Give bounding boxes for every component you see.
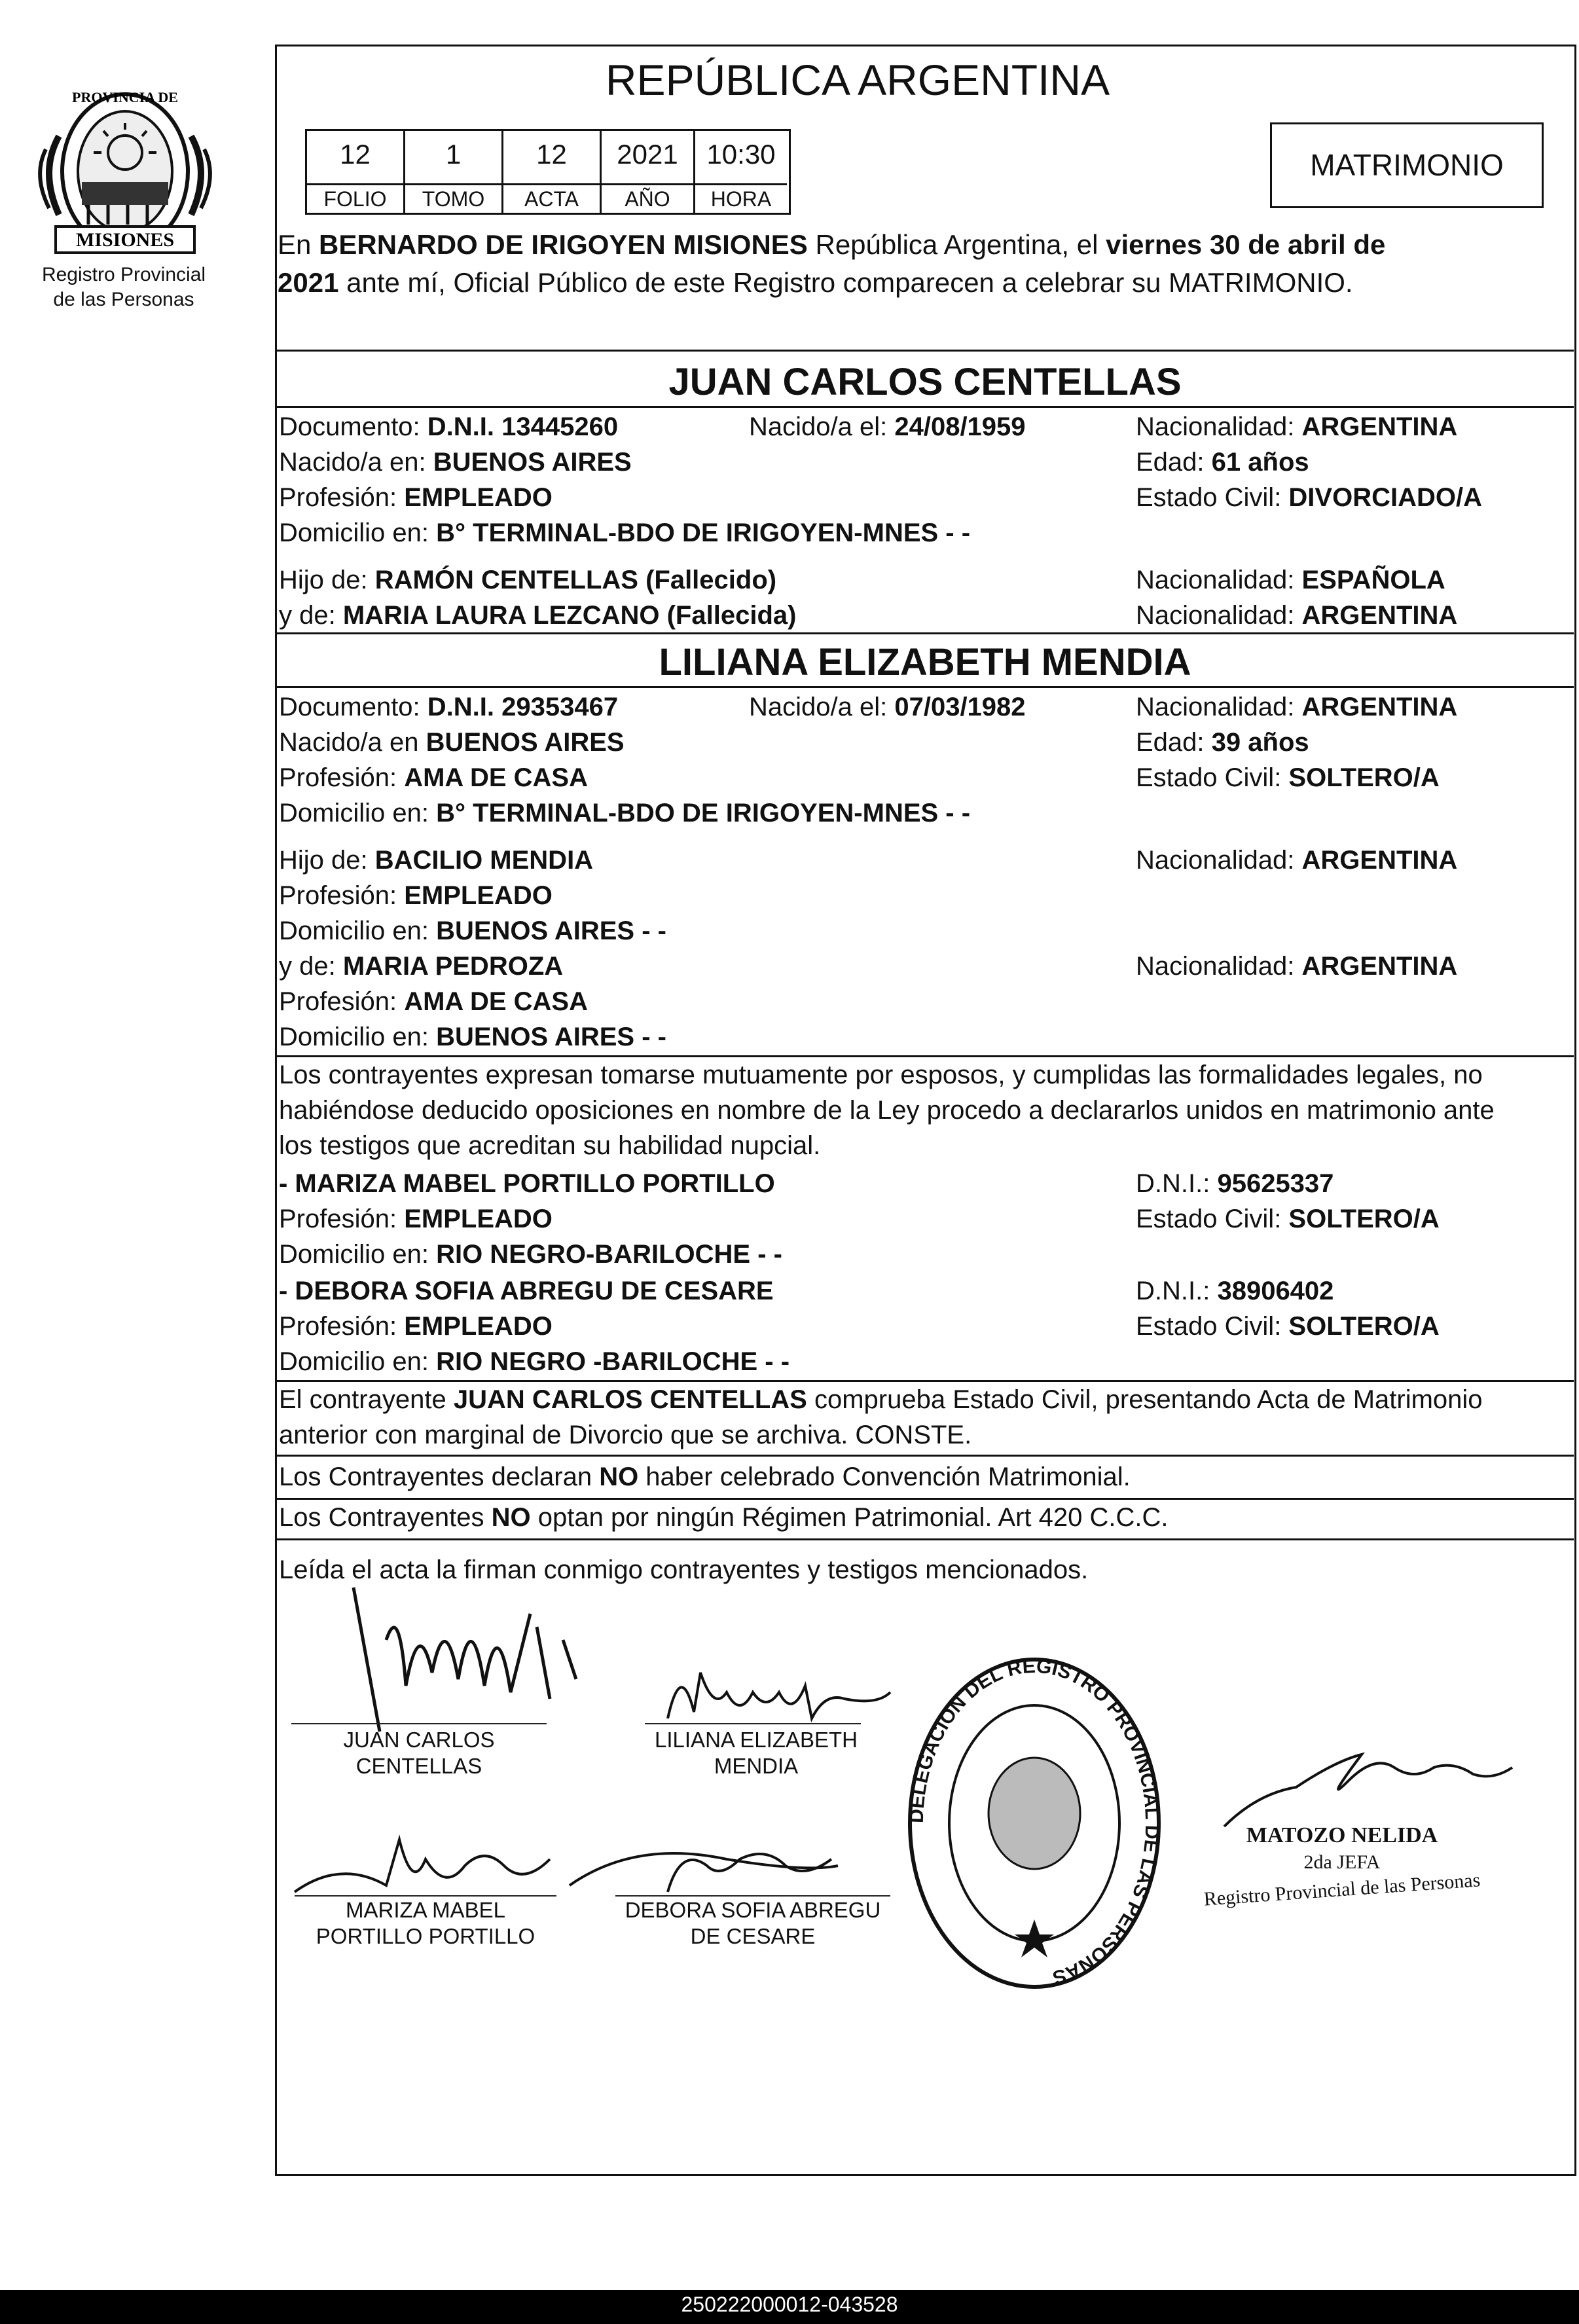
groom-mother: y de: MARIA LAURA LEZCANO (Fallecida) (279, 601, 797, 630)
groom-address: Domicilio en: B° TERMINAL-BDO DE IRIGOYEN-MNES - - (279, 518, 971, 547)
groom-nationality: Nacionalidad: ARGENTINA (1136, 412, 1458, 441)
bride-sig-caption-1: LILIANA ELIZABETH (655, 1728, 858, 1752)
official-role: 2da JEFA (1303, 1851, 1381, 1873)
bride-mother-profession: Profesión: AMA DE CASA (279, 987, 588, 1016)
bride-mother: y de: MARIA PEDROZA (279, 952, 564, 981)
divider (276, 1455, 1574, 1457)
tomo-label: TOMO (405, 183, 501, 213)
bride-document: Documento: D.N.I. 29353467 (279, 693, 619, 721)
folio-value: 12 (340, 139, 371, 170)
groom-document: Documento: D.N.I. 13445260 (279, 412, 619, 441)
groom-sig-caption-2: CENTELLAS (355, 1754, 482, 1778)
ceremony-year: 2021 (278, 267, 339, 298)
declaration-line-2: habiéndose deducido oposiciones en nombre de la Ley procedo a declararlos unidos en matrimonio ante (279, 1096, 1495, 1125)
witness-1-sig-caption-2: PORTILLO PORTILLO (316, 1924, 535, 1948)
declaration-line-1: Los contrayentes expresan tomarse mutuamente por esposos, y cumplidas las formalidades legales, no (279, 1061, 1483, 1089)
civil-status-note-line-2: anterior con marginal de Divorcio que se archiva. CONSTE. (279, 1421, 972, 1449)
official-organization: Registro Provincial de las Personas (1203, 1869, 1481, 1910)
hora-cell (695, 131, 787, 213)
folio-label: FOLIO (307, 183, 403, 213)
act-type-box: MATRIMONIO (1270, 122, 1544, 208)
bride-age: Edad: 39 años (1136, 728, 1309, 757)
bride-sig-caption-2: MENDIA (714, 1754, 799, 1778)
witness-1-signature (288, 1820, 563, 1905)
divider (276, 686, 1574, 688)
seal-text: DELEGACION DEL REGISTRO PROVINCIAL DE LAS PERSONAS (905, 1655, 1163, 1989)
bride-mother-address: Domicilio en: BUENOS AIRES - - (279, 1023, 666, 1051)
intro-line-2: 2021 ante mí, Oficial Público de este Registro comparecen a celebrar su MATRIMONIO. (278, 267, 1353, 298)
reference-table (305, 129, 791, 215)
divider (276, 632, 1574, 634)
registry-caption-line1: Registro Provincial (41, 264, 206, 285)
divider (276, 1055, 1574, 1057)
acta-label: ACTA (503, 183, 600, 213)
bride-signature-line (645, 1723, 861, 1724)
witness-1-address: Domicilio en: RIO NEGRO-BARILOCHE - - (279, 1240, 782, 1269)
registry-caption-line2: de las Personas (53, 289, 194, 310)
witness-2-profession: Profesión: EMPLEADO (279, 1312, 553, 1341)
divider (276, 1380, 1574, 1382)
document-code: 250222000012-043528 (681, 2293, 898, 2316)
acta-cell (503, 131, 602, 213)
witness-2-civil-status: Estado Civil: SOLTERO/A (1136, 1312, 1440, 1341)
official-name: MATOZO NELIDA (1246, 1823, 1438, 1847)
bride-father: Hijo de: BACILIO MENDIA (279, 846, 594, 875)
witness-1-signature-line (295, 1895, 556, 1897)
groom-mother-nationality: Nacionalidad: ARGENTINA (1136, 601, 1458, 630)
witness-2-signature (556, 1807, 858, 1905)
bride-nationality: Nacionalidad: ARGENTINA (1136, 693, 1458, 721)
country-title: REPÚBLICA ARGENTINA (605, 56, 1110, 104)
divider (276, 1498, 1574, 1500)
witness-1-civil-status: Estado Civil: SOLTERO/A (1136, 1205, 1440, 1233)
witness-2-dni: D.N.I.: 38906402 (1136, 1277, 1334, 1305)
bride-signature (655, 1653, 903, 1732)
bride-birth-place: Nacido/a en BUENOS AIRES (279, 728, 625, 757)
witness-2-name: - DEBORA SOFIA ABREGU DE CESARE (279, 1277, 774, 1305)
convention-note: Los Contrayentes declaran NO haber celebrado Convención Matrimonial. (279, 1462, 1131, 1491)
bride-father-address: Domicilio en: BUENOS AIRES - - (279, 917, 666, 945)
groom-signature-line (291, 1723, 547, 1724)
folio-cell (307, 131, 405, 213)
civil-status-note-line-1: El contrayente JUAN CARLOS CENTELLAS comprueba Estado Civil, presentando Acta de Matrimonio (279, 1385, 1483, 1414)
divider (276, 406, 1574, 408)
ceremony-date: viernes 30 de abril de (1106, 229, 1386, 260)
divider (276, 1538, 1574, 1540)
hora-value: 10:30 (706, 139, 776, 170)
ceremony-place: BERNARDO DE IRIGOYEN MISIONES (319, 229, 808, 260)
groom-birth-place: Nacido/a en: BUENOS AIRES (279, 448, 632, 477)
witness-1-dni: D.N.I.: 95625337 (1136, 1169, 1334, 1198)
bride-civil-status: Estado Civil: SOLTERO/A (1136, 763, 1440, 792)
anio-cell (602, 131, 695, 213)
witness-2-sig-caption-1: DEBORA SOFIA ABREGU (625, 1898, 881, 1922)
regime-note: Los Contrayentes NO optan por ningún Régimen Patrimonial. Art 420 C.C.C. (279, 1503, 1169, 1532)
misiones-coat-of-arms-logo (20, 84, 230, 259)
witness-2-address: Domicilio en: RIO NEGRO -BARILOCHE - - (279, 1347, 790, 1376)
groom-father-nationality: Nacionalidad: ESPAÑOLA (1136, 566, 1445, 594)
witness-1-profession: Profesión: EMPLEADO (279, 1205, 553, 1233)
tomo-cell (405, 131, 503, 213)
anio-label: AÑO (602, 183, 693, 213)
witness-2-sig-caption-2: DE CESARE (690, 1924, 816, 1948)
bride-mother-nationality: Nacionalidad: ARGENTINA (1136, 952, 1458, 981)
bride-father-nationality: Nacionalidad: ARGENTINA (1136, 846, 1458, 875)
groom-father: Hijo de: RAMÓN CENTELLAS (Fallecido) (279, 566, 777, 594)
tomo-value: 1 (445, 139, 462, 170)
groom-signature (314, 1574, 589, 1745)
acta-value: 12 (536, 139, 567, 170)
divider (276, 350, 1574, 352)
groom-name-heading: JUAN CARLOS CENTELLAS (668, 361, 1182, 403)
bride-father-profession: Profesión: EMPLEADO (279, 881, 553, 910)
bride-profession: Profesión: AMA DE CASA (279, 763, 588, 792)
groom-age: Edad: 61 años (1136, 448, 1309, 477)
official-stamp-seal (897, 1650, 1172, 1997)
logo-text-top: PROVINCIA DE (72, 89, 178, 105)
groom-sig-caption-1: JUAN CARLOS (343, 1728, 495, 1752)
witness-1-name: - MARIZA MABEL PORTILLO PORTILLO (279, 1169, 775, 1198)
bride-birth-date: Nacido/a el: 07/03/1982 (749, 693, 1026, 721)
intro-line-1: En BERNARDO DE IRIGOYEN MISIONES República Argentina, el viernes 30 de abril de (278, 229, 1386, 260)
groom-civil-status: Estado Civil: DIVORCIADO/A (1136, 483, 1482, 512)
witness-1-sig-caption-1: MARIZA MABEL (346, 1898, 505, 1922)
groom-birth-date: Nacido/a el: 24/08/1959 (749, 412, 1026, 441)
groom-profession: Profesión: EMPLEADO (279, 483, 553, 512)
anio-value: 2021 (617, 139, 678, 170)
witness-2-signature-line (615, 1895, 890, 1897)
logo-text-bottom: MISIONES (75, 229, 175, 251)
hora-label: HORA (695, 183, 787, 213)
bride-name-heading: LILIANA ELIZABETH MENDIA (659, 641, 1191, 683)
bride-address: Domicilio en: B° TERMINAL-BDO DE IRIGOYEN-MNES - - (279, 799, 971, 827)
signatures-read-line: Leída el acta la firman conmigo contrayentes y testigos mencionados. (279, 1555, 1089, 1584)
declaration-line-3: los testigos que acreditan su habilidad nupcial. (279, 1131, 821, 1160)
